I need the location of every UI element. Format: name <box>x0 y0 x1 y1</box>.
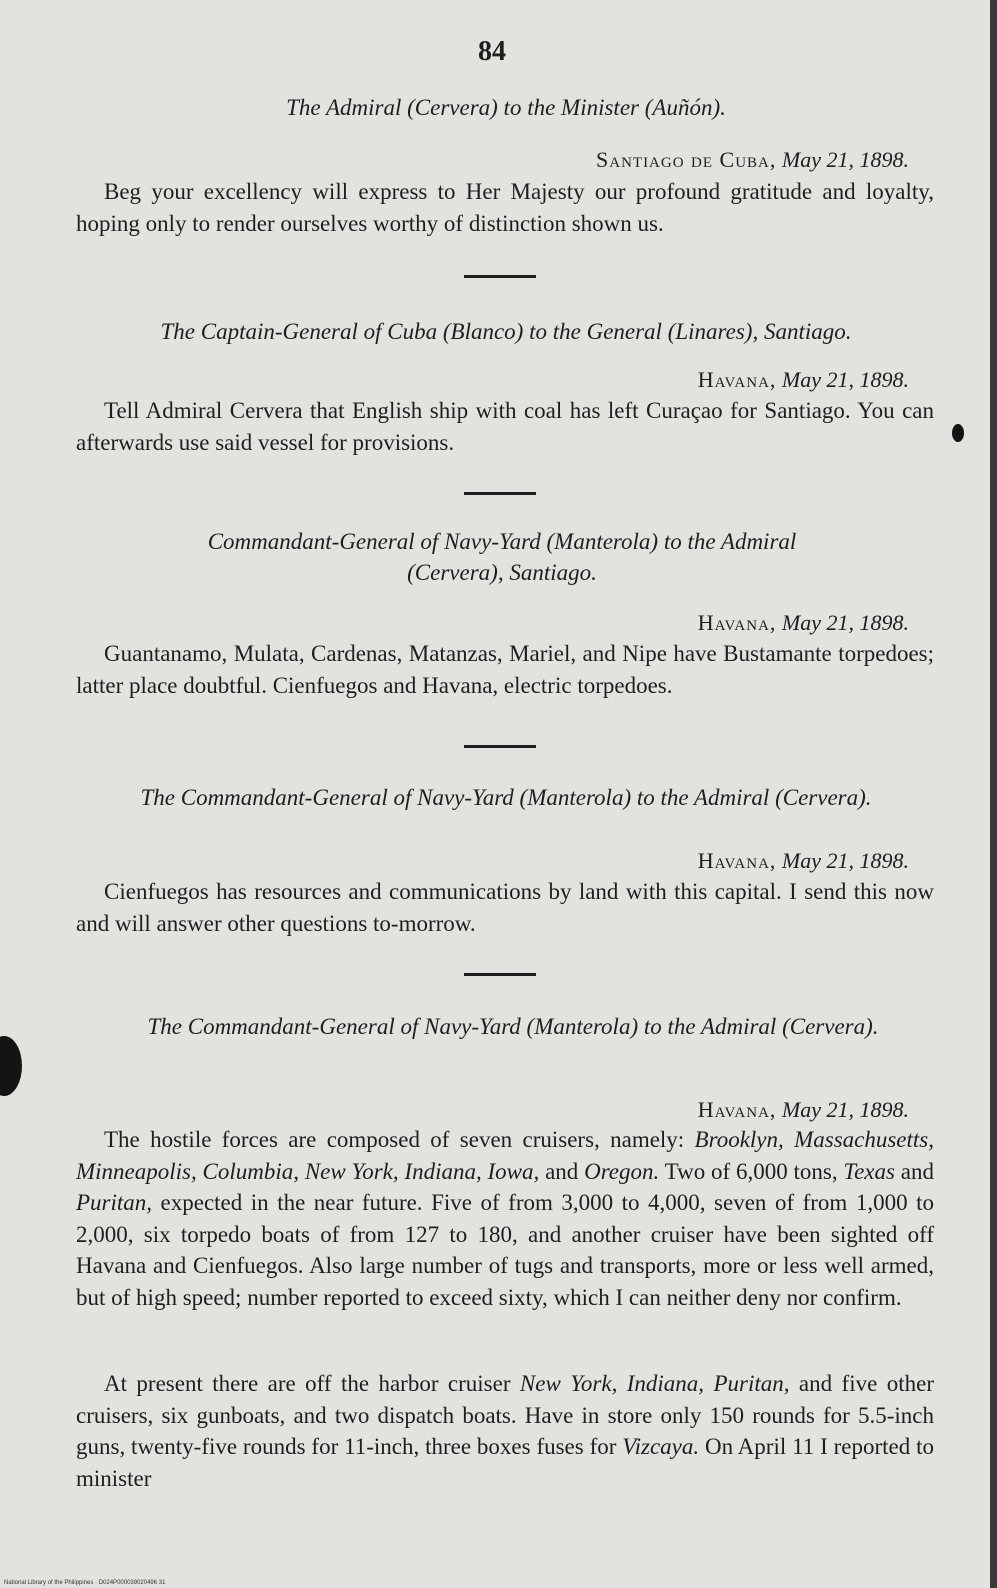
section-divider <box>464 492 536 495</box>
section-heading: The Captain-General of Cuba (Blanco) to the General (Linares), Santiago. <box>160 319 852 344</box>
message-body: Guantanamo, Mulata, Cardenas, Matanzas, Mariel, and Nipe have Bustamante torpedoes; latter place doubtful. Cienfuegos and Havana, electric torpedoes. <box>76 641 934 698</box>
dateline-place: Santiago de Cuba, <box>596 147 777 172</box>
dateline-place: Havana, <box>697 1097 777 1122</box>
footer-credit: National Library of the Philippines · D024P000039020496 31 <box>4 1580 166 1586</box>
body-text: and five other cruisers, six gunboats, and two dispatch boats. Have in store only 150 rounds for 5.5-inch guns, twenty-five rounds for 11-inch, three boxes fuses for <box>76 1371 934 1459</box>
body-text: and <box>894 1158 934 1184</box>
ship-name: Oregon. <box>584 1158 660 1184</box>
message-body-paragraph-1 <box>76 1124 934 1313</box>
body-text: The hostile forces are composed of seven cruisers, namely: <box>104 1127 695 1152</box>
dateline-date: May 21, 1898. <box>781 1097 909 1122</box>
punch-hole-mark <box>0 1036 22 1096</box>
dateline <box>596 146 909 174</box>
section-heading: The Admiral (Cervera) to the Minister (Auñón). <box>286 95 726 120</box>
dateline-place: Havana, <box>697 848 777 873</box>
message-body: Tell Admiral Cervera that English ship with coal has left Curaçao for Santiago. You can afterwards use said vessel for provisions. <box>76 398 934 455</box>
body-text: At present there are off the harbor cruiser <box>104 1371 520 1396</box>
section-divider <box>464 745 536 748</box>
page-number: 84 <box>478 36 506 67</box>
ship-names: Brooklyn, Massachusetts, Minneapolis, Columbia, New York, Indiana, Iowa, <box>76 1127 934 1184</box>
message-body-paragraph-2 <box>76 1368 934 1494</box>
body-text: expected in the near future. Five of from 3,000 to 4,000, seven of from 1,000 to 2,000, six torpedo boats of from 127 to 180, and another cruiser have been sighted off Havana and Cienfuegos. Also large number of tugs and transports, more or less well armed, but of high speed; number reported to exceed sixty, which I can neither deny nor confirm. <box>76 1190 934 1310</box>
dateline <box>698 1096 909 1124</box>
dateline <box>698 609 909 637</box>
body-text: and <box>539 1158 585 1184</box>
dateline-date: May 21, 1898. <box>781 848 909 873</box>
body-text: Two of 6,000 tons, <box>659 1158 844 1184</box>
message-body: Cienfuegos has resources and communications by land with this capital. I send this now and will answer other questions to-morrow. <box>76 879 934 936</box>
ship-name: Vizcaya. <box>622 1434 700 1459</box>
dateline-date: May 21, 1898. <box>781 367 909 392</box>
dateline-place: Havana, <box>697 367 777 392</box>
body-text: On April 11 I reported to minister <box>76 1434 934 1491</box>
section-heading: The Commandant-General of Navy-Yard (Manterola) to the Admiral (Cervera). <box>147 1014 879 1039</box>
dateline-place: Havana, <box>697 610 777 635</box>
ship-name: Texas <box>843 1158 895 1184</box>
section-divider <box>464 275 536 278</box>
section-heading: The Commandant-General of Navy-Yard (Manterola) to the Admiral (Cervera). <box>140 785 872 810</box>
ship-name: Puritan, <box>76 1190 153 1215</box>
section-divider <box>464 973 536 976</box>
section-heading: Commandant-General of Navy-Yard (Manterola) to the Admiral (Cervera), Santiago. <box>207 529 797 585</box>
punch-hole-mark <box>952 424 964 442</box>
ship-names: New York, Indiana, Puritan, <box>519 1371 790 1396</box>
message-body: Beg your excellency will express to Her Majesty our profound gratitude and loyalty, hoping only to render ourselves worthy of distinction shown us. <box>76 179 934 236</box>
dateline <box>698 847 909 875</box>
scan-edge-shadow <box>990 0 997 1588</box>
dateline-date: May 21, 1898. <box>781 610 909 635</box>
dateline <box>698 366 909 394</box>
dateline-date: May 21, 1898. <box>781 147 909 172</box>
